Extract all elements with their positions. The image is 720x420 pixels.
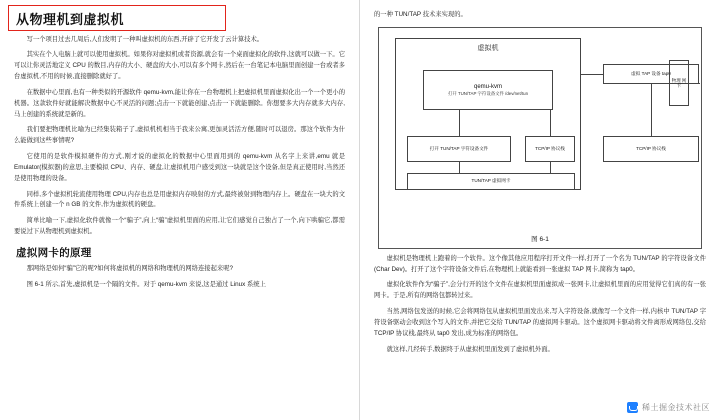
connector-qemu-to-tcpip <box>550 110 551 136</box>
paragraph: 那网络是如何“骗”它的呢?如何将虚拟机的网络和物理机的网络连接起来呢? <box>26 265 233 273</box>
watermark <box>627 402 710 413</box>
paragraph: 在数据中心里面,也有一种类似的开源软件 qemu-kvm,能让你在一台物理机上把虚拟机里面虚拟化出一个一个更小的机器。这款软件好就能解决数据中心不灵活的问题;点击一下就能创建,点击一下就能删除。你想要多大内存就多大内存,马上创建的系统就是新的。 <box>14 88 345 118</box>
juejin-logo-icon <box>627 402 638 413</box>
watermark-text: 稀土掘金技术社区 <box>642 403 710 412</box>
node-guest-tcpip-stack: TCP/IP 协议栈 <box>525 136 575 162</box>
connector-tun-to-bar <box>459 162 460 173</box>
paragraph: 我们要把物理机比喻为已经集装箱子了,虚拟机机相当于我来公寓,更加灵活活方便,随时可以退房。那这个软件为什么能做到这些事情呢? <box>14 126 345 145</box>
paragraph: 简单比喻一下,虚拟化软件就像一个“骗子”,向上“骗”虚拟机里面的应用,让它们感觉自己独占了一个,向下哄骗它,都需要说过下从物理机到虚拟机。 <box>14 217 345 236</box>
paragraph: 的一种 TUN/TAP 技术来实现的。 <box>374 11 467 18</box>
node-open-tuntap-chardev: 打开 TUN/TAP 字符设备文件 <box>407 136 511 162</box>
page-title: 从物理机到虚拟机 <box>16 12 125 27</box>
vm-boundary-box <box>395 38 581 190</box>
paragraph: 就这样,几经转手,数据终于从虚拟机里面发到了虚拟机外面。 <box>386 345 554 353</box>
paragraph: 虚拟机是物理机上跑着的一个软件。这个像其他应用程序打开文件一样,打开了一个名为 TUN/TAP 的字符设备文件(Char Dev)。打开了这个字符设备文件后,在物理机上就能看到一张虚拟 TAP 网卡,简称为 tap0。 <box>374 254 706 273</box>
node-host-tap0: 虚拟 TAP 设备 tap0 <box>603 64 699 84</box>
node-qemu-kvm-subtitle: 打开 TUN/TAP 字符设备文件 /dev/net/tun <box>447 90 529 96</box>
figure-6-1 <box>378 27 702 249</box>
page-title-wrapper <box>14 10 124 35</box>
node-host-tcpip-stack: TCP/IP 协议栈 <box>603 136 699 162</box>
paragraph: 其实在个人电脑上就可以使用虚拟机。如果你对虚拟机或者资源,就会有一个桌面虚拟化的软件,这就可以做一下。它可以让你灵活地定义 CPU 的数目,内存的大小、硬盘的大小,可以有多个网卡,然后在一台笔记本电脑里面创建一台或者多台虚拟机,不用的时候,直接删除就好了。 <box>14 51 345 81</box>
paragraph: 同样,多个虚拟机轮流使用物理 CPU,内存也总是用虚拟内存映射的方式,最终被射到物理内存上。硬盘在一块大的文件系统上创建一个 n GB 的文件,作为虚拟机的硬盘。 <box>14 190 345 209</box>
connector-vm-to-tap <box>581 74 603 75</box>
paragraph: 图 6-1 所示,首先,虚拟机是一个隔的文件。对于 qemu-kvm 来说,这是通过 Linux 系统上 <box>26 281 266 289</box>
figure-caption: 图 6-1 <box>531 235 549 243</box>
node-qemu-kvm-title: qemu-kvm <box>473 83 502 90</box>
section-heading-virtual-nic: 虚拟网卡的原理 <box>16 246 92 259</box>
connector-tcpip-to-bar <box>550 162 551 173</box>
paragraph: 虚拟化软件作为“骗子”,会分行开的这个文件在虚拟机里面虚拟成一张网卡,让虚拟机里面的应用觉得它们真的有一张网卡。于是,所有的网络包都转过来。 <box>374 281 706 300</box>
paragraph: 它使用的是软件模拟硬件的方式,刚才说的虚拟化的数据中心里面用到的 qemu-kvm 从名字上来讲,emu 就是 Emulator(模拟器)的意思,主要模拟 CPU、内存、硬盘,让虚拟机用户感受到这一块就是这个设备,但是真正使用时,当然还是使用物理的设备。 <box>14 153 345 182</box>
vm-label: 虚拟机 <box>477 44 499 52</box>
node-physical-nic: 物理 网卡 <box>669 60 689 106</box>
right-column <box>360 0 720 420</box>
connector-spacer <box>699 83 700 84</box>
connector-qemu-to-tun <box>459 110 460 136</box>
node-qemu-kvm <box>423 70 553 110</box>
node-tuntap-virtual-nic: TUN/TAP 虚拟网卡 <box>407 173 575 190</box>
paragraph: 当然,网络包发送的时候,它会将网络包从虚拟机里面发出来,写入字符设备,就像写一个文件一样,内核中 TUN/TAP 字符设备驱动会收到这个写入的文件,并把它交给 TUN/TAP 的虚拟网卡驱动。这个虚拟网卡驱动将文件离形成网络包,交给 TCP/IP 协议栈,最终从 tap0 发出,成为标准的网络包。 <box>374 308 706 337</box>
paragraph: 写一个项目过去几周后,人们发明了一种叫虚拟机的东西,开辟了它开发了云计算技术。 <box>26 35 264 43</box>
figure-diagram <box>389 36 691 226</box>
connector-tap-to-host-tcpip <box>651 84 652 136</box>
